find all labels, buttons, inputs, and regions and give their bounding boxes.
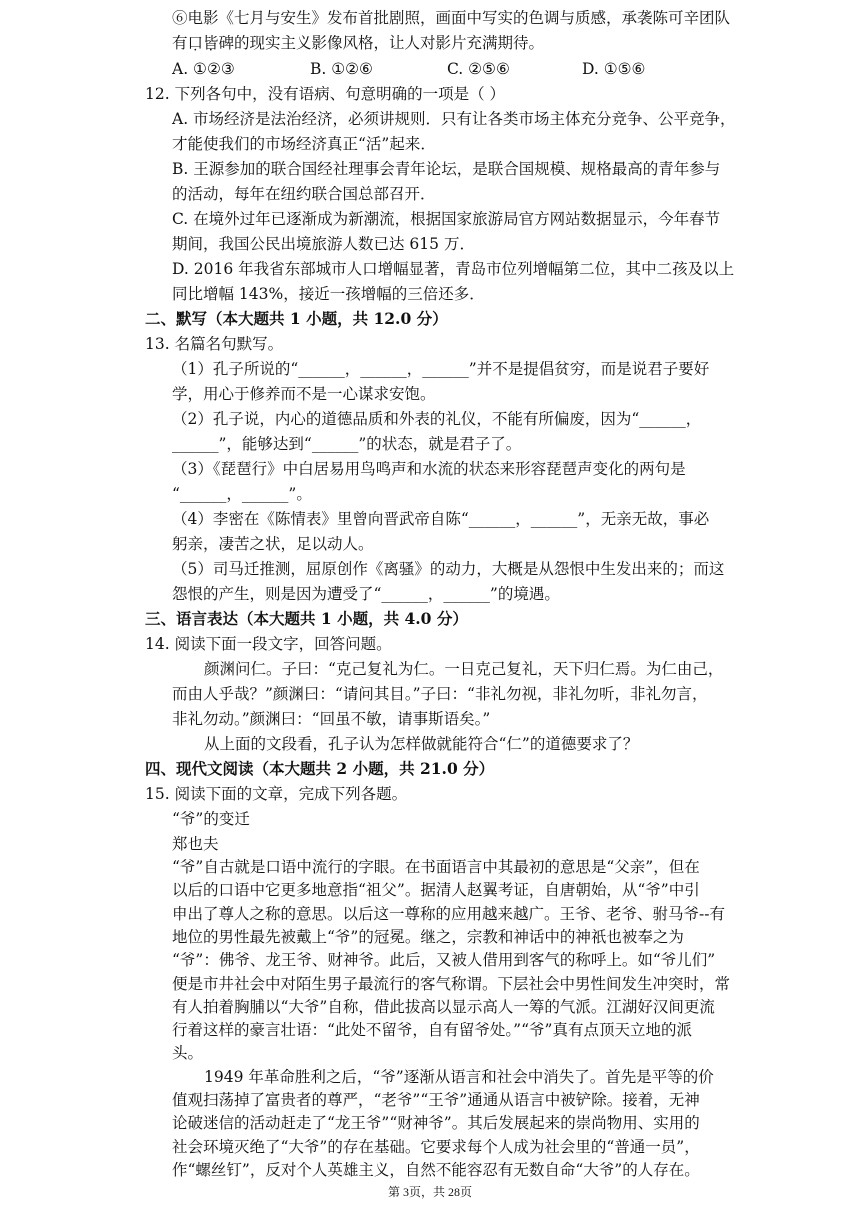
article-line: “爷”自古就是口语中流行的字眼。在书面语言中其最初的意思是“父亲”，但在 bbox=[172, 858, 700, 876]
section-heading-4: 四、现代文阅读（本大题共 2 小题，共 21.0 分） bbox=[145, 759, 495, 778]
article-line: 有人拍着胸脯以“大爷”自称，借此拔高以显示高人一筹的气派。江湖好汉间更流 bbox=[172, 997, 715, 1016]
q12-stem: 12. 下列各句中，没有语病、句意明确的一项是（ ） bbox=[145, 85, 506, 103]
article-line: 作“螺丝钉”，反对个人英雄主义，自然不能容忍有无数自命“大爷”的人存在。 bbox=[172, 1160, 700, 1179]
q14-passage-line-1: 颜渊问仁。子曰：“克己复礼为仁。一日克己复礼，天下归仁焉。为仁由己， bbox=[204, 660, 724, 678]
q12-option-d-line-1: D. 2016 年我省东部城市人口增幅显著，青岛市位列增幅第二位，其中二孩及以上 bbox=[172, 260, 735, 278]
q13-part-2-line-2: ______”，能够达到“______”的状态，就是君子了。 bbox=[172, 435, 522, 453]
q13-part-3-line-2: “______，______”。 bbox=[172, 485, 312, 503]
q11-option-b: B. ①②⑥ bbox=[310, 60, 373, 78]
q13-part-5-line-2: 怨恨的产生，则是因为遭受了“______，______”的境遇。 bbox=[172, 585, 560, 603]
q12-option-c-line-1: C. 在境外过年已逐渐成为新潮流，根据国家旅游局官方网站数据显示，今年春节 bbox=[172, 210, 721, 228]
article-line: 便是市井社会中对陌生男子最流行的客气称谓。下层社会中男性间发生冲突时，常 bbox=[172, 974, 731, 993]
q12-option-b-line-2: 的活动，每年在纽约联合国总部召开． bbox=[172, 185, 436, 203]
q11-option-c: C. ②⑤⑥ bbox=[447, 60, 510, 78]
q12-option-a-line-1: A. 市场经济是法治经济，必须讲规则．只有让各类市场主体充分竞争、公平竞争， bbox=[172, 110, 736, 128]
q13-part-4-line-2: 躬亲，凄苦之状，足以动人。 bbox=[172, 535, 374, 553]
q14-passage-line-2: 而由人乎哉？”颜渊曰：“请问其目。”子曰：“非礼勿视，非礼勿听，非礼勿言， bbox=[172, 685, 708, 703]
q13-part-1-line-1: （1）孔子所说的“______，______，______”并不是提倡贫穷，而是说君子要好 bbox=[172, 360, 710, 378]
section-heading-3: 三、语言表达（本大题共 1 小题，共 4.0 分） bbox=[145, 609, 468, 628]
q15-stem: 15. 阅读下面的文章，完成下列各题。 bbox=[145, 785, 408, 803]
article-author: 郑也夫 bbox=[172, 835, 219, 853]
q11-option-a: A. ①②③ bbox=[172, 60, 235, 78]
q13-part-5-line-1: （5）司马迁推测，屈原创作《离骚》的动力，大概是从怨恨中生发出来的；而这 bbox=[172, 560, 725, 578]
article-line: “爷”：佛爷、龙王爷、财神爷。此后，又被人借用到客气的称呼上。如“爷儿们” bbox=[172, 951, 716, 970]
q11-option-d: D. ①⑤⑥ bbox=[582, 60, 646, 78]
q14-passage-line-3: 非礼勿动。”颜渊曰：“回虽不敏，请事斯语矣。” bbox=[172, 710, 491, 728]
article-line: 值观扫荡掉了富贵者的尊严，“老爷”“王爷”通通从语言中被铲除。接着，无神 bbox=[172, 1091, 700, 1109]
article-line: 论破迷信的活动赶走了“龙王爷”“财神爷”。其后发展起来的崇尚物用、实用的 bbox=[172, 1114, 700, 1133]
q11-item-6-line-1: ⑥电影《七月与安生》发布首批剧照，画面中写实的色调与质感，承袭陈可辛团队 bbox=[172, 9, 731, 27]
q12-option-d-line-2: 同比增幅 143%，接近一孩增幅的三倍还多． bbox=[172, 285, 485, 303]
article-line: 1949 年革命胜利之后，“爷”逐渐从语言和社会中消失了。首先是平等的价 bbox=[204, 1067, 714, 1086]
q12-option-b-line-1: B. 王源参加的联合国经社理事会青年论坛，是联合国规模、规格最高的青年参与 bbox=[172, 160, 721, 178]
article-title: “爷”的变迁 bbox=[172, 810, 250, 828]
q12-option-c-line-2: 期间，我国公民出境旅游人数已达 615 万． bbox=[172, 235, 475, 253]
page-footer: 第 3页，共 28页 bbox=[387, 1185, 472, 1199]
q13-part-1-line-2: 学，用心于修养而不是一心谋求安饱。 bbox=[172, 385, 436, 403]
article-line: 行着这样的豪言壮语：“此处不留爷，自有留爷处。”“爷”真有点顶天立地的派 bbox=[172, 1021, 692, 1040]
q13-part-2-line-1: （2）孔子说，内心的道德品质和外表的礼仪，不能有所偏废，因为“______， bbox=[172, 410, 702, 428]
article-line: 社会环境灭绝了“大爷”的存在基础。它要求每个人成为社会里的“普通一员”， bbox=[172, 1137, 700, 1156]
article-line: 头。 bbox=[172, 1044, 204, 1063]
q13-part-3-line-1: （3）《琵琶行》中白居易用鸟鸣声和水流的状态来形容琵琶声变化的两句是 bbox=[172, 460, 686, 478]
emphasis-char: 皆 bbox=[203, 34, 219, 52]
q11-item-6-line-2: 有口皆碑的现实主义影像风格，让人对影片充满期待。 bbox=[172, 34, 545, 52]
article-line: 地位的男性最先被戴上“爷”的冠冕。继之，宗教和神话中的神祇也被奉之为 bbox=[172, 927, 684, 946]
article-line: 以后的口语中它更多地意指“祖父”。据清人赵翼考证，自唐朝始，从“爷”中引 bbox=[172, 881, 700, 900]
article-line: 申出了尊人之称的意思。以后这一尊称的应用越来越广。王爷、老爷、驸马爷--有 bbox=[172, 904, 725, 923]
q13-stem: 13. 名篇名句默写。 bbox=[145, 335, 284, 353]
q13-part-4-line-1: （4）李密在《陈情表》里曾向晋武帝自陈“______，______”，无亲无故，事必 bbox=[172, 510, 710, 528]
q14-question: 从上面的文段看，孔子认为怎样做就能符合“仁”的道德要求了？ bbox=[204, 735, 639, 753]
emphasis-char: 口 bbox=[187, 34, 204, 52]
q14-stem: 14. 阅读下面一段文字，回答问题。 bbox=[145, 635, 392, 653]
q11-options bbox=[172, 57, 772, 81]
section-heading-2: 二、默写（本大题共 1 小题，共 12.0 分） bbox=[145, 309, 448, 328]
q12-option-a-line-2: 才能使我们的市场经济真正“活”起来． bbox=[172, 135, 436, 153]
